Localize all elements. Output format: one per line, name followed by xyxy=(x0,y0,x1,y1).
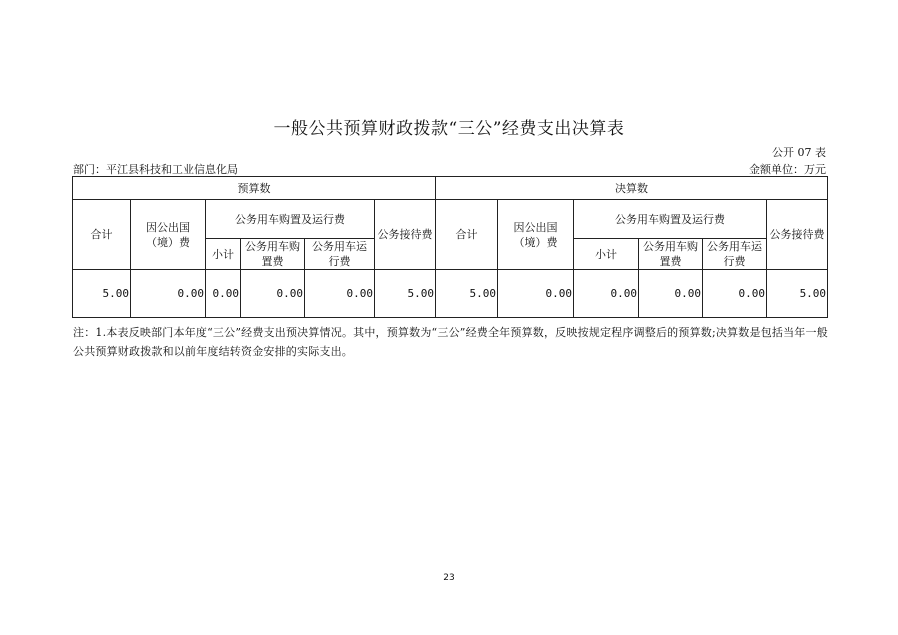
budget-abroad-value: 0.00 xyxy=(131,270,206,318)
budget-vehicle-operation-header: 公务用车运行费 xyxy=(305,239,375,270)
budget-vehicle-operation-value: 0.00 xyxy=(305,270,375,318)
department-label: 部门：平江县科技和工业信息化局 xyxy=(73,163,238,176)
final-vehicle-purchase-value: 0.00 xyxy=(639,270,703,318)
final-total-header: 合计 xyxy=(436,200,498,270)
final-vehicle-operation-value: 0.00 xyxy=(703,270,767,318)
final-abroad-header: 因公出国（境）费 xyxy=(498,200,574,270)
final-reception-header: 公务接待费 xyxy=(767,200,828,270)
budget-subtotal-value: 0.00 xyxy=(206,270,241,318)
budget-total-header: 合计 xyxy=(73,200,131,270)
budget-vehicle-group-header: 公务用车购置及运行费 xyxy=(206,200,375,239)
page-title: 一般公共预算财政拨款“三公”经费支出决算表 xyxy=(273,119,625,139)
final-group-header: 决算数 xyxy=(436,177,828,200)
budget-reception-header: 公务接待费 xyxy=(375,200,436,270)
budget-subtotal-header: 小计 xyxy=(206,239,241,270)
final-vehicle-purchase-header: 公务用车购置费 xyxy=(639,239,703,270)
budget-reception-value: 5.00 xyxy=(375,270,436,318)
final-subtotal-header: 小计 xyxy=(574,239,639,270)
final-total-value: 5.00 xyxy=(436,270,498,318)
unit-label: 金额单位：万元 xyxy=(749,163,826,176)
table-row xyxy=(73,270,828,318)
three-public-expenses-table xyxy=(72,176,828,318)
final-reception-value: 5.00 xyxy=(767,270,828,318)
budget-total-value: 5.00 xyxy=(73,270,131,318)
final-vehicle-operation-header: 公务用车运行费 xyxy=(703,239,767,270)
budget-vehicle-purchase-header: 公务用车购置费 xyxy=(241,239,305,270)
footnote: 注：1.本表反映部门本年度“三公”经费支出预决算情况。其中，预算数为“三公”经费全年预算数，反映按规定程序调整后的预算数;决算数是包括当年一般公共预算财政拨款和以前年度结转资金安排的实际支出。 xyxy=(73,326,828,358)
budget-group-header: 预算数 xyxy=(73,177,436,200)
budget-abroad-header: 因公出国（境）费 xyxy=(131,200,206,270)
final-abroad-value: 0.00 xyxy=(498,270,574,318)
form-number: 公开 07 表 xyxy=(772,146,826,159)
final-subtotal-value: 0.00 xyxy=(574,270,639,318)
budget-vehicle-purchase-value: 0.00 xyxy=(241,270,305,318)
final-vehicle-group-header: 公务用车购置及运行费 xyxy=(574,200,767,239)
page-number: 23 xyxy=(443,573,455,583)
